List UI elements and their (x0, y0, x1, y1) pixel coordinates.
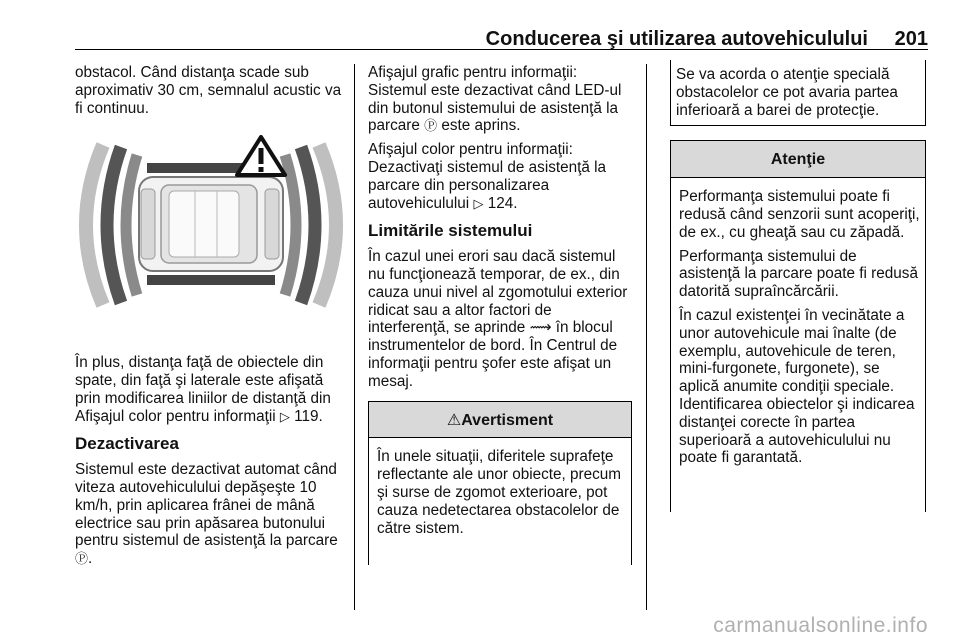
page-title: Conducerea şi utilizarea autovehiculului (485, 28, 868, 50)
warning-box (368, 401, 632, 565)
paragraph-deactivation: Sistemul este dezactivat automat când viteza autovehiculului depăşeşte 10 km/h, prin aplicarea frânei de mână electrice sau prin apăsarea butonului pentru sistemul de asistenţă la parcare Ⓟ. (75, 461, 338, 568)
heading-deactivation: Dezactivarea (75, 434, 179, 454)
warning-triangle-icon: ⚠ (446, 411, 462, 429)
attention-paragraph-1: Performanţa sistemului poate fi redusă când senzorii sunt acoperiţi, de ex., cu gheaţă sau cu zăpadă. (679, 188, 920, 241)
column-2 (368, 64, 632, 565)
warning-box-header: ⚠Avertisment (369, 402, 631, 439)
attention-paragraph-3: În cazul existenţei în vecinătate a unor autovehicule mai înalte (de exemplu, autovehicule de teren, mini-furgonete, furgonete), se aplică anumite condiţii speciale. Identificarea obiectelor şi indicarea distanţei corecte în partea superioară a autovehiculului nu poate fi garantată. (679, 306, 915, 467)
column-1 (75, 64, 347, 574)
watermark: carmanualsonline.info (713, 614, 928, 637)
attention-box-header: Atenţie (671, 141, 925, 178)
fault-indicator-icon: ⟿ (529, 319, 552, 337)
paragraph-limits: În cazul unei erori sau dacă sistemul nu funcţionează temporar, de ex., din cauza unui nivel al zgomotului exterior ridicat sau a altor factori de interferenţă, se aprinde ⟿ în blocul instrumentelor de bord. În Centrul de informaţii pentru şofer este afişat un mesaj. (368, 248, 628, 390)
attention-box-body (671, 178, 925, 479)
heading-system-limits: Limitările sistemului (368, 221, 533, 241)
note-box: Se va acorda o atenţie specială obstacolelor ce pot avaria partea inferioară a barei de protecţie. (670, 60, 926, 126)
page-number: 201 (894, 28, 928, 50)
column-divider-1 (354, 64, 355, 610)
triangle-right-icon: ▷ (279, 408, 290, 424)
paragraph-distance-display: În plus, distanţa faţă de obiectele din spate, din faţă şi laterale este afişată prin modificarea liniilor de distanţă din Afişajul color pentru informaţii ▷ 119. (75, 354, 331, 425)
attention-box (670, 140, 926, 512)
warning-box-text: În unele situaţii, diferitele suprafeţe reflectante ale unor obiecte, precum şi surse de zgomot exterioare, pot cauza nedetectarea obstacolelor de către sistem. (377, 448, 622, 537)
attention-paragraph-2: Performanţa sistemului de asistenţă la parcare poate fi redusă datorită supraîncărcării. (679, 247, 918, 301)
warning-triangle-icon (237, 137, 285, 175)
column-3 (670, 64, 926, 512)
parking-assist-icon: Ⓟ (75, 551, 89, 567)
paragraph-color-display: Afişajul color pentru informaţii: Dezactivaţi sistemul de asistenţă la parcare din personalizarea autovehiculului ▷ 124. (368, 141, 607, 212)
parking-assist-icon: Ⓟ (424, 118, 438, 134)
triangle-right-icon: ▷ (473, 195, 484, 211)
parking-sensor-illustration (75, 135, 347, 335)
page-header (75, 28, 928, 50)
paragraph-continuation: obstacol. Când distanţa scade sub aproximativ 30 cm, semnalul acustic va fi continuu. (75, 64, 342, 117)
column-divider-2 (646, 64, 647, 610)
paragraph-graphic-display: Afişajul grafic pentru informaţii: Sistemul este dezactivat când LED-ul din butonul sistemului de asistenţă la parcare Ⓟ este aprins. (368, 64, 622, 135)
